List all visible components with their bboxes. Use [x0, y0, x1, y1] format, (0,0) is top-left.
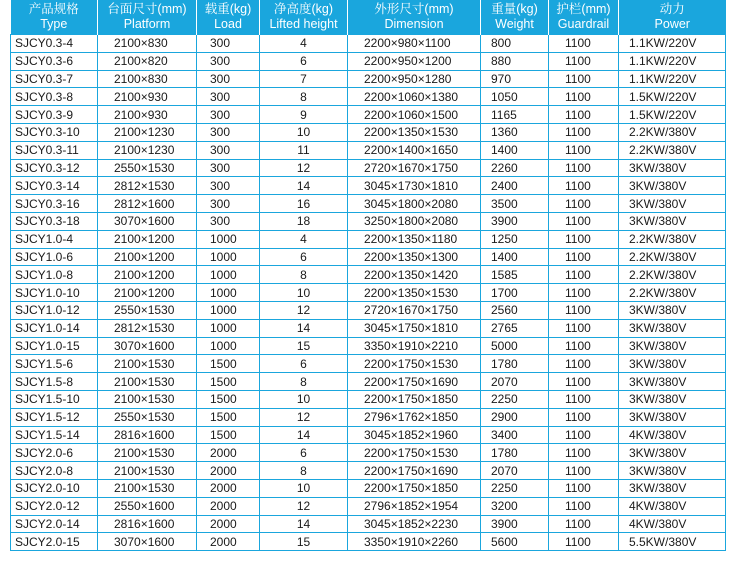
header-platform-en: Platform: [123, 17, 171, 31]
cell-guardrail: 1100: [549, 284, 619, 302]
cell-lifted-height: 6: [260, 52, 348, 70]
table-row: [11, 35, 726, 53]
table-row: [11, 248, 726, 266]
cell-guardrail: 1100: [549, 301, 619, 319]
cell-dimension: 2796×1762×1850: [348, 408, 481, 426]
cell-load: 1000: [197, 319, 260, 337]
cell-weight: 1360: [481, 123, 549, 141]
cell-type: SJCY1.0-6: [11, 248, 98, 266]
cell-load: 1500: [197, 408, 260, 426]
cell-platform: 2100×1200: [98, 230, 197, 248]
cell-guardrail: 1100: [549, 337, 619, 355]
cell-type: SJCY0.3-9: [11, 106, 98, 124]
cell-guardrail: 1100: [549, 212, 619, 230]
cell-load: 1500: [197, 426, 260, 444]
cell-type: SJCY1.0-15: [11, 337, 98, 355]
table-row: [11, 515, 726, 533]
cell-dimension: 2200×950×1200: [348, 52, 481, 70]
table-row: [11, 462, 726, 480]
cell-power: 3KW/380V: [619, 195, 726, 213]
cell-guardrail: 1100: [549, 444, 619, 462]
table-row: [11, 426, 726, 444]
cell-platform: 2100×1200: [98, 284, 197, 302]
cell-weight: 2900: [481, 408, 549, 426]
cell-type: SJCY2.0-15: [11, 533, 98, 551]
cell-lifted-height: 10: [260, 479, 348, 497]
cell-weight: 970: [481, 70, 549, 88]
cell-guardrail: 1100: [549, 88, 619, 106]
cell-weight: 3900: [481, 515, 549, 533]
cell-type: SJCY2.0-8: [11, 462, 98, 480]
cell-load: 300: [197, 123, 260, 141]
cell-weight: 1165: [481, 106, 549, 124]
cell-platform: 2100×1230: [98, 141, 197, 159]
table-row: [11, 266, 726, 284]
cell-guardrail: 1100: [549, 266, 619, 284]
cell-platform: 2100×1200: [98, 248, 197, 266]
header-weight-cn: 重量(kg): [491, 2, 538, 16]
cell-power: 2.2KW/380V: [619, 266, 726, 284]
cell-load: 1500: [197, 373, 260, 391]
cell-guardrail: 1100: [549, 373, 619, 391]
cell-weight: 3200: [481, 497, 549, 515]
header-guardrail: [549, 0, 619, 35]
cell-power: 3KW/380V: [619, 177, 726, 195]
cell-type: SJCY1.0-4: [11, 230, 98, 248]
cell-power: 5.5KW/380V: [619, 533, 726, 551]
cell-guardrail: 1100: [549, 426, 619, 444]
cell-platform: 2100×930: [98, 88, 197, 106]
cell-dimension: 2200×1750×1690: [348, 462, 481, 480]
cell-weight: 5000: [481, 337, 549, 355]
cell-type: SJCY0.3-12: [11, 159, 98, 177]
cell-load: 300: [197, 177, 260, 195]
cell-type: SJCY1.0-12: [11, 301, 98, 319]
cell-weight: 1585: [481, 266, 549, 284]
cell-dimension: 3045×1750×1810: [348, 319, 481, 337]
header-guardrail-cn: 护栏(mm): [556, 2, 611, 16]
cell-type: SJCY1.5-8: [11, 373, 98, 391]
cell-power: 2.2KW/380V: [619, 230, 726, 248]
cell-power: 4KW/380V: [619, 497, 726, 515]
table-row: [11, 70, 726, 88]
cell-load: 300: [197, 195, 260, 213]
cell-lifted-height: 9: [260, 106, 348, 124]
cell-weight: 1700: [481, 284, 549, 302]
cell-dimension: 2720×1670×1750: [348, 301, 481, 319]
cell-platform: 2100×830: [98, 70, 197, 88]
header-load: [197, 0, 260, 35]
table-row: [11, 390, 726, 408]
cell-guardrail: 1100: [549, 70, 619, 88]
cell-platform: 2550×1530: [98, 159, 197, 177]
cell-power: 1.5KW/220V: [619, 106, 726, 124]
cell-platform: 2100×1230: [98, 123, 197, 141]
cell-platform: 2100×1530: [98, 390, 197, 408]
header-row: [11, 0, 726, 35]
spec-table: [10, 0, 726, 551]
cell-load: 300: [197, 88, 260, 106]
header-lifted-height-cn: 净高度(kg): [273, 2, 334, 16]
cell-type: SJCY0.3-14: [11, 177, 98, 195]
cell-platform: 2100×1530: [98, 355, 197, 373]
cell-power: 3KW/380V: [619, 355, 726, 373]
table-row: [11, 444, 726, 462]
cell-dimension: 2200×1350×1300: [348, 248, 481, 266]
cell-weight: 2250: [481, 390, 549, 408]
cell-guardrail: 1100: [549, 408, 619, 426]
cell-platform: 2100×820: [98, 52, 197, 70]
cell-load: 300: [197, 106, 260, 124]
cell-dimension: 2200×1060×1500: [348, 106, 481, 124]
cell-type: SJCY0.3-7: [11, 70, 98, 88]
cell-load: 1000: [197, 266, 260, 284]
cell-type: SJCY0.3-11: [11, 141, 98, 159]
cell-dimension: 2200×980×1100: [348, 35, 481, 53]
cell-weight: 5600: [481, 533, 549, 551]
cell-power: 1.1KW/220V: [619, 70, 726, 88]
cell-load: 2000: [197, 479, 260, 497]
cell-lifted-height: 6: [260, 248, 348, 266]
cell-power: 3KW/380V: [619, 479, 726, 497]
cell-guardrail: 1100: [549, 479, 619, 497]
cell-load: 2000: [197, 533, 260, 551]
table-row: [11, 533, 726, 551]
cell-weight: 3400: [481, 426, 549, 444]
cell-dimension: 3350×1910×2260: [348, 533, 481, 551]
cell-lifted-height: 15: [260, 533, 348, 551]
cell-lifted-height: 6: [260, 355, 348, 373]
cell-platform: 2100×930: [98, 106, 197, 124]
cell-guardrail: 1100: [549, 195, 619, 213]
cell-dimension: 2200×1350×1180: [348, 230, 481, 248]
cell-platform: 2812×1600: [98, 195, 197, 213]
table-row: [11, 195, 726, 213]
cell-dimension: 2200×950×1280: [348, 70, 481, 88]
cell-platform: 2812×1530: [98, 177, 197, 195]
cell-weight: 3900: [481, 212, 549, 230]
cell-power: 3KW/380V: [619, 462, 726, 480]
cell-lifted-height: 4: [260, 35, 348, 53]
cell-load: 1000: [197, 248, 260, 266]
cell-dimension: 2200×1750×1530: [348, 444, 481, 462]
cell-dimension: 2720×1670×1750: [348, 159, 481, 177]
header-power-cn: 动力: [659, 2, 685, 16]
header-load-cn: 载重(kg): [204, 2, 252, 16]
cell-power: 1.5KW/220V: [619, 88, 726, 106]
cell-guardrail: 1100: [549, 230, 619, 248]
table-row: [11, 141, 726, 159]
cell-load: 1000: [197, 301, 260, 319]
cell-lifted-height: 8: [260, 88, 348, 106]
header-type-en: Type: [40, 17, 68, 31]
cell-lifted-height: 10: [260, 284, 348, 302]
cell-guardrail: 1100: [549, 52, 619, 70]
cell-platform: 3070×1600: [98, 337, 197, 355]
cell-type: SJCY0.3-4: [11, 35, 98, 53]
cell-type: SJCY2.0-14: [11, 515, 98, 533]
table-row: [11, 301, 726, 319]
header-platform: [98, 0, 197, 35]
cell-dimension: 3350×1910×2210: [348, 337, 481, 355]
cell-dimension: 3045×1800×2080: [348, 195, 481, 213]
cell-dimension: 2200×1750×1850: [348, 479, 481, 497]
cell-power: 2.2KW/380V: [619, 284, 726, 302]
cell-lifted-height: 14: [260, 515, 348, 533]
cell-guardrail: 1100: [549, 248, 619, 266]
cell-power: 3KW/380V: [619, 373, 726, 391]
cell-lifted-height: 11: [260, 141, 348, 159]
cell-dimension: 3045×1730×1810: [348, 177, 481, 195]
cell-lifted-height: 14: [260, 426, 348, 444]
cell-guardrail: 1100: [549, 533, 619, 551]
cell-load: 300: [197, 141, 260, 159]
cell-load: 2000: [197, 515, 260, 533]
table-row: [11, 230, 726, 248]
cell-load: 2000: [197, 497, 260, 515]
cell-load: 300: [197, 70, 260, 88]
cell-power: 3KW/380V: [619, 159, 726, 177]
cell-weight: 2250: [481, 479, 549, 497]
cell-weight: 1780: [481, 355, 549, 373]
header-lifted-height: [260, 0, 348, 35]
cell-load: 1500: [197, 355, 260, 373]
table-row: [11, 373, 726, 391]
cell-guardrail: 1100: [549, 390, 619, 408]
cell-power: 3KW/380V: [619, 212, 726, 230]
cell-power: 3KW/380V: [619, 444, 726, 462]
cell-power: 4KW/380V: [619, 515, 726, 533]
cell-platform: 2100×1530: [98, 479, 197, 497]
cell-dimension: 3250×1800×2080: [348, 212, 481, 230]
table-row: [11, 52, 726, 70]
cell-power: 2.2KW/380V: [619, 123, 726, 141]
cell-power: 3KW/380V: [619, 390, 726, 408]
cell-weight: 2560: [481, 301, 549, 319]
header-dimension: [348, 0, 481, 35]
cell-platform: 2550×1530: [98, 408, 197, 426]
cell-platform: 3070×1600: [98, 212, 197, 230]
cell-power: 3KW/380V: [619, 301, 726, 319]
cell-dimension: 2200×1350×1420: [348, 266, 481, 284]
cell-weight: 1250: [481, 230, 549, 248]
cell-dimension: 3045×1852×2230: [348, 515, 481, 533]
header-power-en: Power: [654, 17, 690, 31]
cell-type: SJCY0.3-18: [11, 212, 98, 230]
cell-guardrail: 1100: [549, 355, 619, 373]
cell-dimension: 2200×1750×1530: [348, 355, 481, 373]
cell-weight: 2260: [481, 159, 549, 177]
cell-platform: 2100×1530: [98, 462, 197, 480]
cell-lifted-height: 12: [260, 301, 348, 319]
cell-load: 1000: [197, 230, 260, 248]
cell-dimension: 2200×1750×1690: [348, 373, 481, 391]
cell-weight: 1400: [481, 141, 549, 159]
table-row: [11, 284, 726, 302]
cell-load: 300: [197, 212, 260, 230]
header-dimension-en: Dimension: [384, 17, 444, 31]
cell-lifted-height: 12: [260, 408, 348, 426]
table-header: [11, 0, 726, 35]
cell-type: SJCY1.0-14: [11, 319, 98, 337]
cell-dimension: 2200×1350×1530: [348, 284, 481, 302]
cell-type: SJCY1.5-12: [11, 408, 98, 426]
cell-guardrail: 1100: [549, 123, 619, 141]
table-row: [11, 479, 726, 497]
cell-lifted-height: 12: [260, 159, 348, 177]
cell-dimension: 3045×1852×1960: [348, 426, 481, 444]
cell-platform: 2812×1530: [98, 319, 197, 337]
cell-platform: 3070×1600: [98, 533, 197, 551]
spec-table-container: [10, 0, 726, 551]
header-lifted-height-en: Lifted height: [269, 17, 338, 31]
table-row: [11, 159, 726, 177]
table-row: [11, 123, 726, 141]
cell-lifted-height: 10: [260, 390, 348, 408]
cell-platform: 2550×1530: [98, 301, 197, 319]
cell-power: 3KW/380V: [619, 319, 726, 337]
table-row: [11, 408, 726, 426]
cell-power: 1.1KW/220V: [619, 35, 726, 53]
cell-guardrail: 1100: [549, 515, 619, 533]
cell-power: 2.2KW/380V: [619, 141, 726, 159]
cell-weight: 800: [481, 35, 549, 53]
cell-guardrail: 1100: [549, 35, 619, 53]
table-row: [11, 497, 726, 515]
cell-lifted-height: 8: [260, 373, 348, 391]
cell-type: SJCY2.0-12: [11, 497, 98, 515]
cell-power: 3KW/380V: [619, 337, 726, 355]
cell-platform: 2100×1530: [98, 373, 197, 391]
cell-lifted-height: 14: [260, 177, 348, 195]
cell-dimension: 2200×1750×1850: [348, 390, 481, 408]
cell-load: 1000: [197, 337, 260, 355]
cell-dimension: 2200×1060×1380: [348, 88, 481, 106]
cell-type: SJCY2.0-10: [11, 479, 98, 497]
cell-dimension: 2200×1350×1530: [348, 123, 481, 141]
cell-dimension: 2796×1852×1954: [348, 497, 481, 515]
cell-guardrail: 1100: [549, 462, 619, 480]
cell-weight: 1050: [481, 88, 549, 106]
cell-lifted-height: 12: [260, 497, 348, 515]
cell-power: 4KW/380V: [619, 426, 726, 444]
header-power: [619, 0, 726, 35]
table-row: [11, 355, 726, 373]
cell-lifted-height: 18: [260, 212, 348, 230]
cell-weight: 1400: [481, 248, 549, 266]
cell-platform: 2550×1600: [98, 497, 197, 515]
cell-lifted-height: 15: [260, 337, 348, 355]
cell-guardrail: 1100: [549, 106, 619, 124]
header-load-en: Load: [214, 17, 242, 31]
table-row: [11, 212, 726, 230]
cell-type: SJCY1.5-6: [11, 355, 98, 373]
cell-guardrail: 1100: [549, 141, 619, 159]
cell-load: 300: [197, 52, 260, 70]
cell-lifted-height: 16: [260, 195, 348, 213]
header-guardrail-en: Guardrail: [557, 17, 610, 31]
cell-platform: 2100×830: [98, 35, 197, 53]
cell-type: SJCY2.0-6: [11, 444, 98, 462]
table-row: [11, 177, 726, 195]
cell-load: 1000: [197, 284, 260, 302]
cell-type: SJCY1.5-10: [11, 390, 98, 408]
cell-weight: 2070: [481, 462, 549, 480]
cell-guardrail: 1100: [549, 177, 619, 195]
cell-platform: 2816×1600: [98, 515, 197, 533]
cell-weight: 1780: [481, 444, 549, 462]
cell-type: SJCY1.0-10: [11, 284, 98, 302]
cell-power: 1.1KW/220V: [619, 52, 726, 70]
cell-lifted-height: 10: [260, 123, 348, 141]
cell-load: 300: [197, 35, 260, 53]
cell-lifted-height: 6: [260, 444, 348, 462]
header-weight: [481, 0, 549, 35]
header-platform-cn: 台面尺寸(mm): [107, 2, 187, 16]
cell-lifted-height: 7: [260, 70, 348, 88]
cell-platform: 2100×1530: [98, 444, 197, 462]
cell-load: 300: [197, 159, 260, 177]
header-weight-en: Weight: [495, 17, 534, 31]
cell-weight: 2400: [481, 177, 549, 195]
cell-guardrail: 1100: [549, 159, 619, 177]
cell-weight: 2765: [481, 319, 549, 337]
cell-dimension: 2200×1400×1650: [348, 141, 481, 159]
cell-lifted-height: 8: [260, 462, 348, 480]
cell-type: SJCY1.0-8: [11, 266, 98, 284]
cell-load: 2000: [197, 444, 260, 462]
table-row: [11, 106, 726, 124]
header-type: [11, 0, 98, 35]
cell-type: SJCY1.5-14: [11, 426, 98, 444]
cell-weight: 2070: [481, 373, 549, 391]
cell-lifted-height: 4: [260, 230, 348, 248]
table-row: [11, 337, 726, 355]
cell-type: SJCY0.3-10: [11, 123, 98, 141]
table-row: [11, 319, 726, 337]
cell-platform: 2100×1200: [98, 266, 197, 284]
cell-weight: 3500: [481, 195, 549, 213]
cell-load: 1500: [197, 390, 260, 408]
cell-weight: 880: [481, 52, 549, 70]
cell-power: 2.2KW/380V: [619, 248, 726, 266]
cell-type: SJCY0.3-8: [11, 88, 98, 106]
cell-type: SJCY0.3-16: [11, 195, 98, 213]
cell-guardrail: 1100: [549, 319, 619, 337]
cell-load: 2000: [197, 462, 260, 480]
header-type-cn: 产品规格: [28, 2, 79, 16]
header-dimension-cn: 外形尺寸(mm): [374, 2, 454, 16]
table-row: [11, 88, 726, 106]
cell-lifted-height: 14: [260, 319, 348, 337]
cell-lifted-height: 8: [260, 266, 348, 284]
cell-power: 3KW/380V: [619, 408, 726, 426]
cell-type: SJCY0.3-6: [11, 52, 98, 70]
cell-platform: 2816×1600: [98, 426, 197, 444]
table-body: [11, 35, 726, 551]
cell-guardrail: 1100: [549, 497, 619, 515]
